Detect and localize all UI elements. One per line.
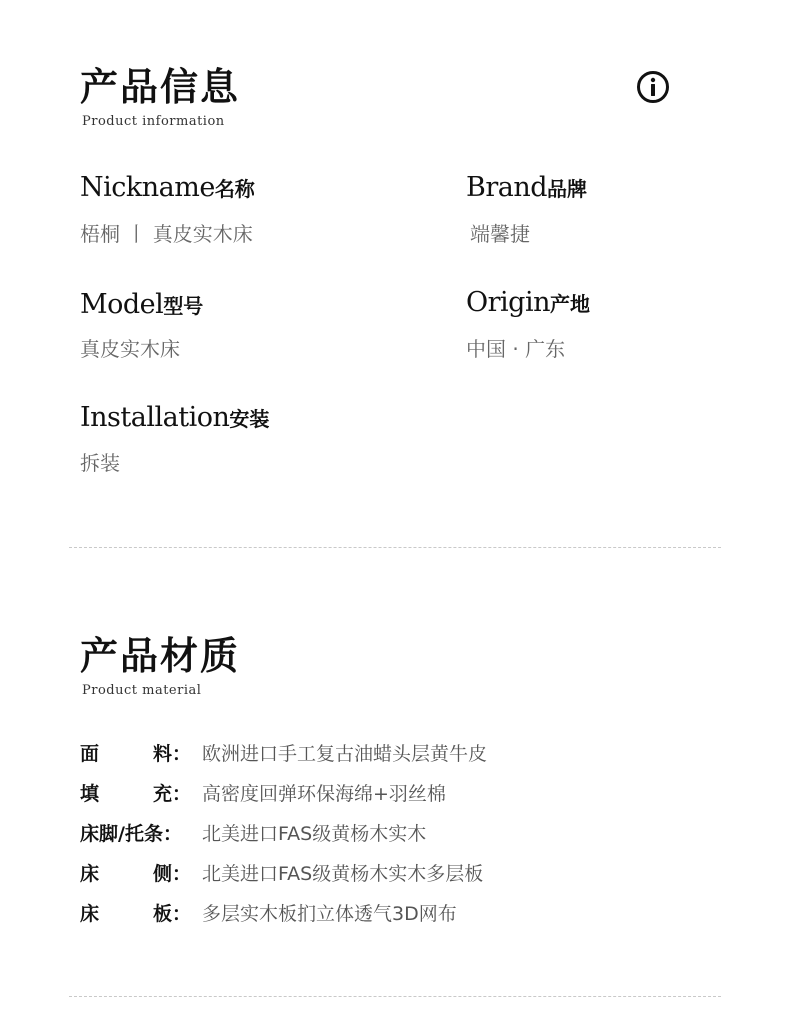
- field-brand: [466, 174, 587, 244]
- material-value: 欧洲进口手工复古油蜡头层黄牛皮: [202, 743, 488, 765]
- field-label: [80, 174, 255, 208]
- field-nickname: [80, 174, 255, 244]
- field-label-en: Nickname: [80, 172, 215, 203]
- section-divider: [69, 996, 721, 997]
- field-value: 中国 · 广东: [466, 337, 566, 361]
- field-label: [80, 404, 269, 438]
- field-label-en: Installation: [80, 402, 230, 433]
- material-key-char: 充：: [153, 783, 192, 805]
- material-value: 高密度回弹环保海绵+羽丝棉: [202, 783, 446, 805]
- field-label-cn: 品牌: [547, 177, 588, 201]
- material-value: 北美进口FAS级黄杨木实木: [202, 823, 427, 845]
- field-value: 真皮实木床: [80, 337, 180, 361]
- field-origin: [466, 289, 590, 359]
- material-key-char: 床: [80, 903, 100, 925]
- field-value: 梧桐 丨 真皮实木床: [80, 222, 253, 246]
- field-label-cn: 产地: [550, 292, 590, 316]
- info-icon[interactable]: [636, 70, 670, 104]
- section-title: 产品材质: [80, 634, 241, 678]
- field-label: [466, 174, 587, 208]
- field-value: 端馨捷: [470, 222, 530, 246]
- field-installation: [80, 404, 269, 473]
- field-label-cn: 型号: [163, 294, 204, 318]
- field-label-en: Model: [80, 289, 164, 320]
- section-subtitle: Product information: [82, 114, 225, 129]
- section-title: 产品信息: [80, 65, 241, 109]
- material-key-char: 料：: [153, 743, 192, 765]
- field-label-en: Brand: [466, 172, 548, 203]
- field-label-cn: 名称: [214, 177, 255, 201]
- field-label-en: Origin: [466, 287, 550, 318]
- material-key-text: 床脚/托条：: [80, 823, 182, 845]
- material-key-char: 板：: [153, 903, 192, 925]
- field-label: [80, 291, 203, 325]
- field-model: [80, 291, 203, 359]
- material-value: 多层实木板扪立体透气3D网布: [202, 903, 457, 925]
- field-value: 拆装: [80, 451, 120, 475]
- section-subtitle: Product material: [82, 683, 202, 698]
- material-key-char: 面: [80, 743, 100, 765]
- field-label-cn: 安装: [229, 407, 270, 431]
- material-key-char: 床: [80, 863, 100, 885]
- material-value: 北美进口FAS级黄杨木实木多层板: [202, 863, 484, 885]
- material-key-char: 侧：: [153, 863, 192, 885]
- product-material-section: [0, 560, 790, 1032]
- section-divider: [69, 547, 721, 548]
- material-key-char: 填: [80, 783, 100, 805]
- field-label: [466, 289, 590, 323]
